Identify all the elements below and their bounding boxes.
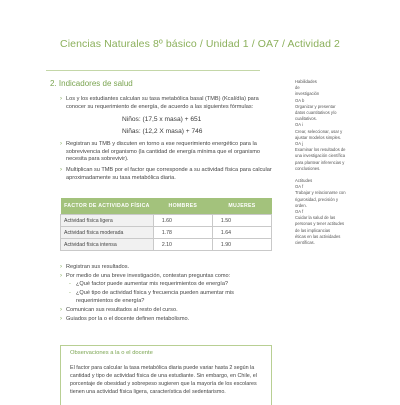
bullet-chevron-icon: › bbox=[60, 306, 62, 313]
table-row bbox=[61, 239, 272, 251]
sidebar-line: datos cuantitativos y/o bbox=[295, 110, 337, 116]
list-item bbox=[60, 263, 272, 272]
sidebar-objectives bbox=[295, 79, 361, 246]
activity-factor-table bbox=[60, 198, 272, 251]
sidebar-line: una investigación científica bbox=[295, 153, 346, 159]
sidebar-line: conclusiones. bbox=[295, 165, 321, 171]
section-number: 2. bbox=[50, 79, 57, 88]
bullet-chevron-icon: › bbox=[60, 264, 62, 270]
sidebar-line: OA j bbox=[295, 141, 303, 147]
table-row bbox=[61, 215, 272, 227]
sidebar-line: Examinar los resultados de bbox=[295, 147, 346, 153]
table-cell-men: 1.78 bbox=[153, 227, 212, 239]
list-item bbox=[60, 167, 272, 182]
section-title bbox=[50, 79, 133, 88]
table-header-row bbox=[61, 198, 272, 215]
section-label: Indicadores de salud bbox=[58, 79, 133, 88]
dash-bullet-icon: - bbox=[69, 289, 71, 296]
intro-paragraph-2: Registran su TMB y discuten en torno a ese requerimiento energético para la sobrevivencia del organismo (la cantidad de energía mínima que el organismo necesita para sobrevivir). bbox=[66, 141, 261, 163]
table-row bbox=[61, 227, 272, 239]
sidebar-line: OA f bbox=[295, 184, 304, 190]
list-item bbox=[60, 96, 272, 111]
sidebar-line: OA i bbox=[295, 122, 303, 128]
sidebar-line: rigurosidad, precisión y bbox=[295, 196, 339, 202]
list-item bbox=[60, 272, 272, 281]
sidebar-line: orden. bbox=[295, 202, 307, 208]
sidebar-line: éticas en las actividades bbox=[295, 233, 341, 239]
sidebar-line: Habilidades bbox=[295, 79, 317, 84]
list-item bbox=[60, 141, 272, 164]
question-1: ¿Qué factor puede aumentar mis requerimientos de energía? bbox=[76, 281, 229, 288]
sidebar-block-skills bbox=[295, 79, 361, 172]
page-header: Ciencias Naturales 8º básico / Unidad 1 / OA7 / Actividad 2 bbox=[60, 38, 340, 50]
sidebar-line: ajustar modelos simples. bbox=[295, 134, 342, 140]
table-header-women: MUJERES bbox=[212, 198, 271, 215]
sub-question bbox=[60, 289, 272, 306]
table-cell-men: 1.60 bbox=[153, 215, 212, 227]
sidebar-line: Cuidar la salud de las bbox=[295, 215, 336, 221]
sidebar-line: Organizar y presentar bbox=[295, 103, 336, 109]
table-header-factor: FACTOR DE ACTIVIDAD FÍSICA bbox=[61, 198, 154, 215]
table-cell-women: 1.64 bbox=[212, 227, 271, 239]
teacher-notes-title: Observaciones a la o el docente bbox=[70, 350, 153, 356]
bullet-chevron-icon: › bbox=[60, 315, 62, 322]
sidebar-line: cualitativos. bbox=[295, 116, 317, 122]
bullet-chevron-icon: › bbox=[60, 141, 62, 148]
sidebar-line: personas y tener actitudes bbox=[295, 221, 345, 227]
sidebar-line: para plantear inferencias y bbox=[295, 159, 345, 165]
bullet-chevron-icon: › bbox=[60, 96, 62, 102]
after-table-list bbox=[60, 263, 272, 323]
sidebar-line: científicas. bbox=[295, 240, 315, 246]
bullet-chevron-icon: › bbox=[60, 272, 62, 279]
after-item-3: Comunican sus resultados al resto del curso. bbox=[66, 306, 178, 313]
table-cell-men: 2.10 bbox=[153, 239, 212, 251]
question-2: ¿Qué tipo de actividad física y frecuencia pueden aumentar mis requerimientos de energía? bbox=[76, 289, 234, 305]
table-cell-women: 1.50 bbox=[212, 215, 271, 227]
table-header-men: HOMBRES bbox=[153, 198, 212, 215]
list-item bbox=[60, 315, 272, 324]
list-item bbox=[60, 306, 272, 315]
formula-boys: Niños: (17,5 x masa) + 651 bbox=[122, 116, 202, 124]
sub-question bbox=[60, 280, 272, 289]
table-cell-activity: Actividad física intensa bbox=[61, 239, 154, 251]
table-cell-activity: Actividad física moderada bbox=[61, 227, 154, 239]
sidebar-line: de las implicancias bbox=[295, 227, 331, 233]
table-cell-activity: Actividad física ligera bbox=[61, 215, 154, 227]
sidebar-line: OA f bbox=[295, 209, 304, 215]
dash-bullet-icon: - bbox=[69, 281, 71, 288]
formula-girls: Niñas: (12,2 X masa) + 746 bbox=[122, 128, 203, 136]
sidebar-block-attitudes bbox=[295, 178, 361, 246]
bullet-chevron-icon: › bbox=[60, 166, 62, 173]
header-divider bbox=[46, 70, 260, 71]
teacher-notes-text: El factor para calcular la tasa metabólica diaria puede variar hasta 2 según la cantidad y tipo de actividad física de una estudiante. Sin embargo, en Chile, el porcentaje de obesidad y sobrepeso sugieren que la mayoría de los escolares tienen una actividad física ligera, característica del sedentarismo. bbox=[70, 365, 257, 395]
main-content bbox=[60, 96, 272, 182]
intro-paragraph-1: Los y los estudiantes calculan su tasa metabólica basal (TMB) (Kcal/día) para conocer su requerimiento de energía, de acuerdo a las siguientes fórmulas: bbox=[66, 96, 259, 110]
sidebar-line: OA b bbox=[295, 97, 305, 103]
sidebar-line: Crear, seleccionar, usar y bbox=[295, 128, 343, 134]
sidebar-line: Actitudes bbox=[295, 178, 313, 184]
intro-paragraph-3: Multiplican su TMB por el factor que corresponde a su actividad física para calcular aproximadamente su tasa metabólica diaria. bbox=[66, 166, 272, 181]
table-cell-women: 1.90 bbox=[212, 239, 271, 251]
sidebar-line: de bbox=[295, 85, 300, 91]
after-item-1: Registran sus resultados. bbox=[66, 264, 130, 270]
sidebar-line: investigación bbox=[295, 91, 320, 97]
after-item-2: Por medio de una breve investigación, contestan preguntas como: bbox=[66, 272, 231, 279]
after-item-4: Guiados por la o el docente definen metabolismo. bbox=[66, 315, 190, 322]
sidebar-line: Trabajar y relacionarse con bbox=[295, 190, 346, 196]
